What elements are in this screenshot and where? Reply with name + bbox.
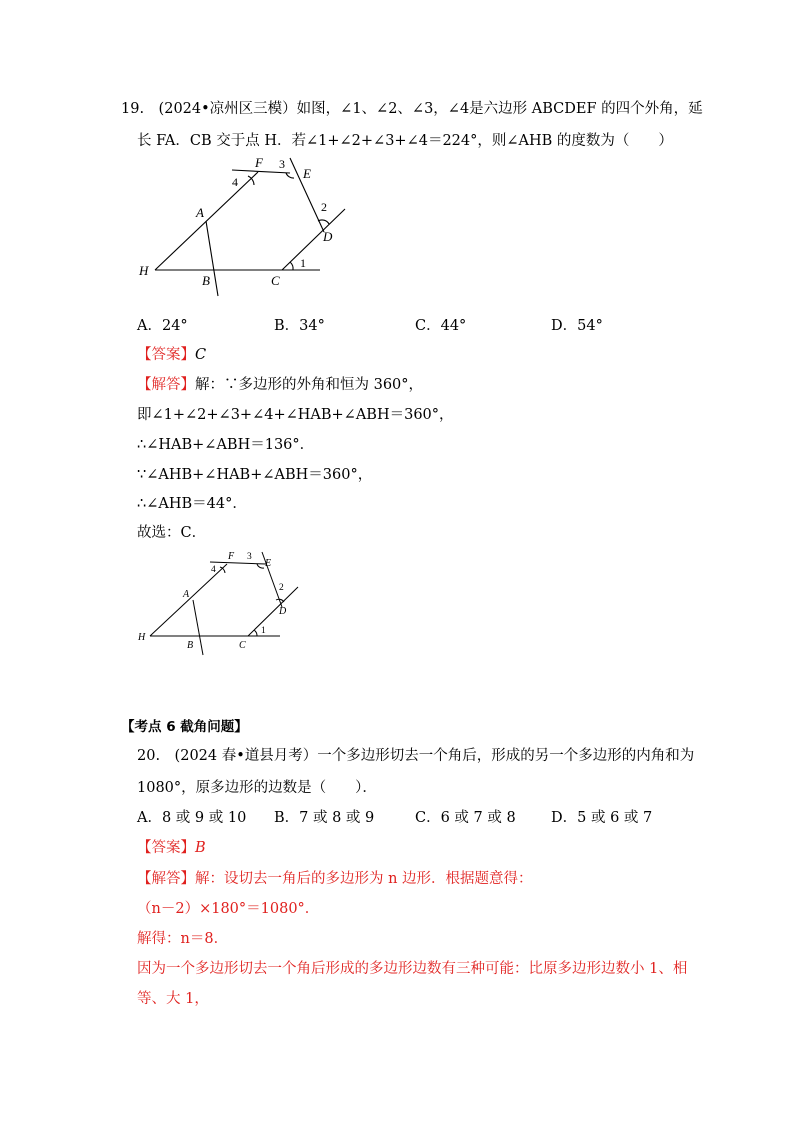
q19-solution-line: 即∠1+∠2+∠3+∠4+∠HAB+∠ABH＝360°， [137, 407, 454, 423]
label-B: B [202, 273, 210, 288]
line-A-B-extended [193, 600, 203, 655]
q20-answer-tag: 【答案】 [137, 840, 195, 856]
q20-solution-line: 因为一个多边形切去一个角后形成的多边形边数有三种可能：比原多边形边数小 1、相 [137, 961, 688, 977]
label-D: D [323, 229, 333, 244]
label-3: 3 [279, 157, 285, 171]
section-heading: 【考点 6 截角问题】 [121, 719, 248, 735]
label-4: 4 [232, 175, 238, 189]
label-H: H [139, 263, 149, 278]
q19-answer-value: C [195, 347, 207, 363]
label-A: A [183, 589, 190, 600]
label-4: 4 [211, 565, 216, 575]
q19-option-d: D．54° [551, 318, 603, 334]
label-A: A [196, 205, 204, 220]
q19-option-c: C．44° [415, 318, 467, 334]
q19-stem-line2: 长 FA．CB 交于点 H．若∠1+∠2+∠3+∠4＝224°，则∠AHB 的度数为（ ） [137, 133, 673, 149]
label-2: 2 [321, 200, 327, 214]
label-D: D [279, 606, 287, 617]
q19-solution-line: ∵∠AHB+∠HAB+∠ABH＝360°， [137, 467, 373, 483]
q19-option-a: A．24° [137, 318, 188, 334]
q19-solution-line: 故选：C． [137, 525, 207, 541]
label-C: C [271, 273, 280, 288]
q19-solution-line: ∴∠AHB＝44°． [137, 496, 247, 512]
q19-answer-row [137, 345, 206, 365]
q20-solution-tag: 【解答】 [137, 871, 195, 887]
line-C-D-extended [248, 587, 298, 636]
q19-solution-line: 解：∵多边形的外角和恒为 360°， [195, 377, 424, 393]
label-H: H [138, 632, 146, 643]
angle-3-arc [286, 173, 294, 178]
label-1: 1 [261, 626, 266, 636]
q19-solution-tag: 【解答】 [137, 377, 195, 393]
angle-1-arc [290, 262, 293, 270]
q20-solution-line: （n－2）×180°＝1080°． [137, 901, 320, 917]
label-F: F [255, 155, 263, 170]
q20-answer-value: B [195, 840, 206, 856]
q20-solution-line: 解得：n＝8． [137, 931, 229, 947]
label-1: 1 [300, 256, 306, 270]
q19-option-b: B．34° [274, 318, 325, 334]
q19-solution-line: ∴∠HAB+∠ABH＝136°． [137, 437, 315, 453]
label-E: E [265, 558, 272, 569]
q20-solution-line: 等、大 1， [137, 991, 209, 1007]
q19-solution-row-1 [137, 375, 423, 395]
q20-option-b: B．7 或 8 或 9 [274, 810, 375, 826]
q20-option-a: A．8 或 9 或 10 [137, 810, 247, 826]
label-3: 3 [247, 552, 252, 562]
line-F-E-extended [210, 562, 266, 564]
q20-answer-row [137, 838, 206, 858]
q19-answer-tag: 【答案】 [137, 347, 195, 363]
line-C-D-extended [282, 209, 345, 270]
q19-stem-line1: 19. (2024•凉州区三模）如图，∠1、∠2、∠3，∠4是六边形 ABCDEF 的四个外角，延 [121, 101, 703, 117]
q20-option-c: C．6 或 7 或 8 [415, 810, 516, 826]
label-E: E [303, 166, 311, 181]
q20-stem-line2: 1080°，原多边形的边数是（ ）． [137, 780, 377, 796]
q20-stem-line1: 20. (2024 春•道县月考）一个多边形切去一个角后，形成的另一个多边形的内角和为 [137, 748, 695, 764]
q19-figure [130, 150, 360, 300]
label-F: F [228, 551, 235, 562]
q20-solution-line: 解：设切去一角后的多边形为 n 边形．根据题意得： [195, 871, 533, 887]
q19-solution-figure [130, 545, 305, 660]
q20-solution-row-1 [137, 869, 533, 889]
label-B: B [187, 640, 194, 651]
angle-1-arc [254, 630, 257, 636]
angle-3-arc [257, 564, 264, 568]
label-2: 2 [279, 583, 284, 593]
label-C: C [239, 640, 246, 651]
q20-option-d: D．5 或 6 或 7 [551, 810, 653, 826]
